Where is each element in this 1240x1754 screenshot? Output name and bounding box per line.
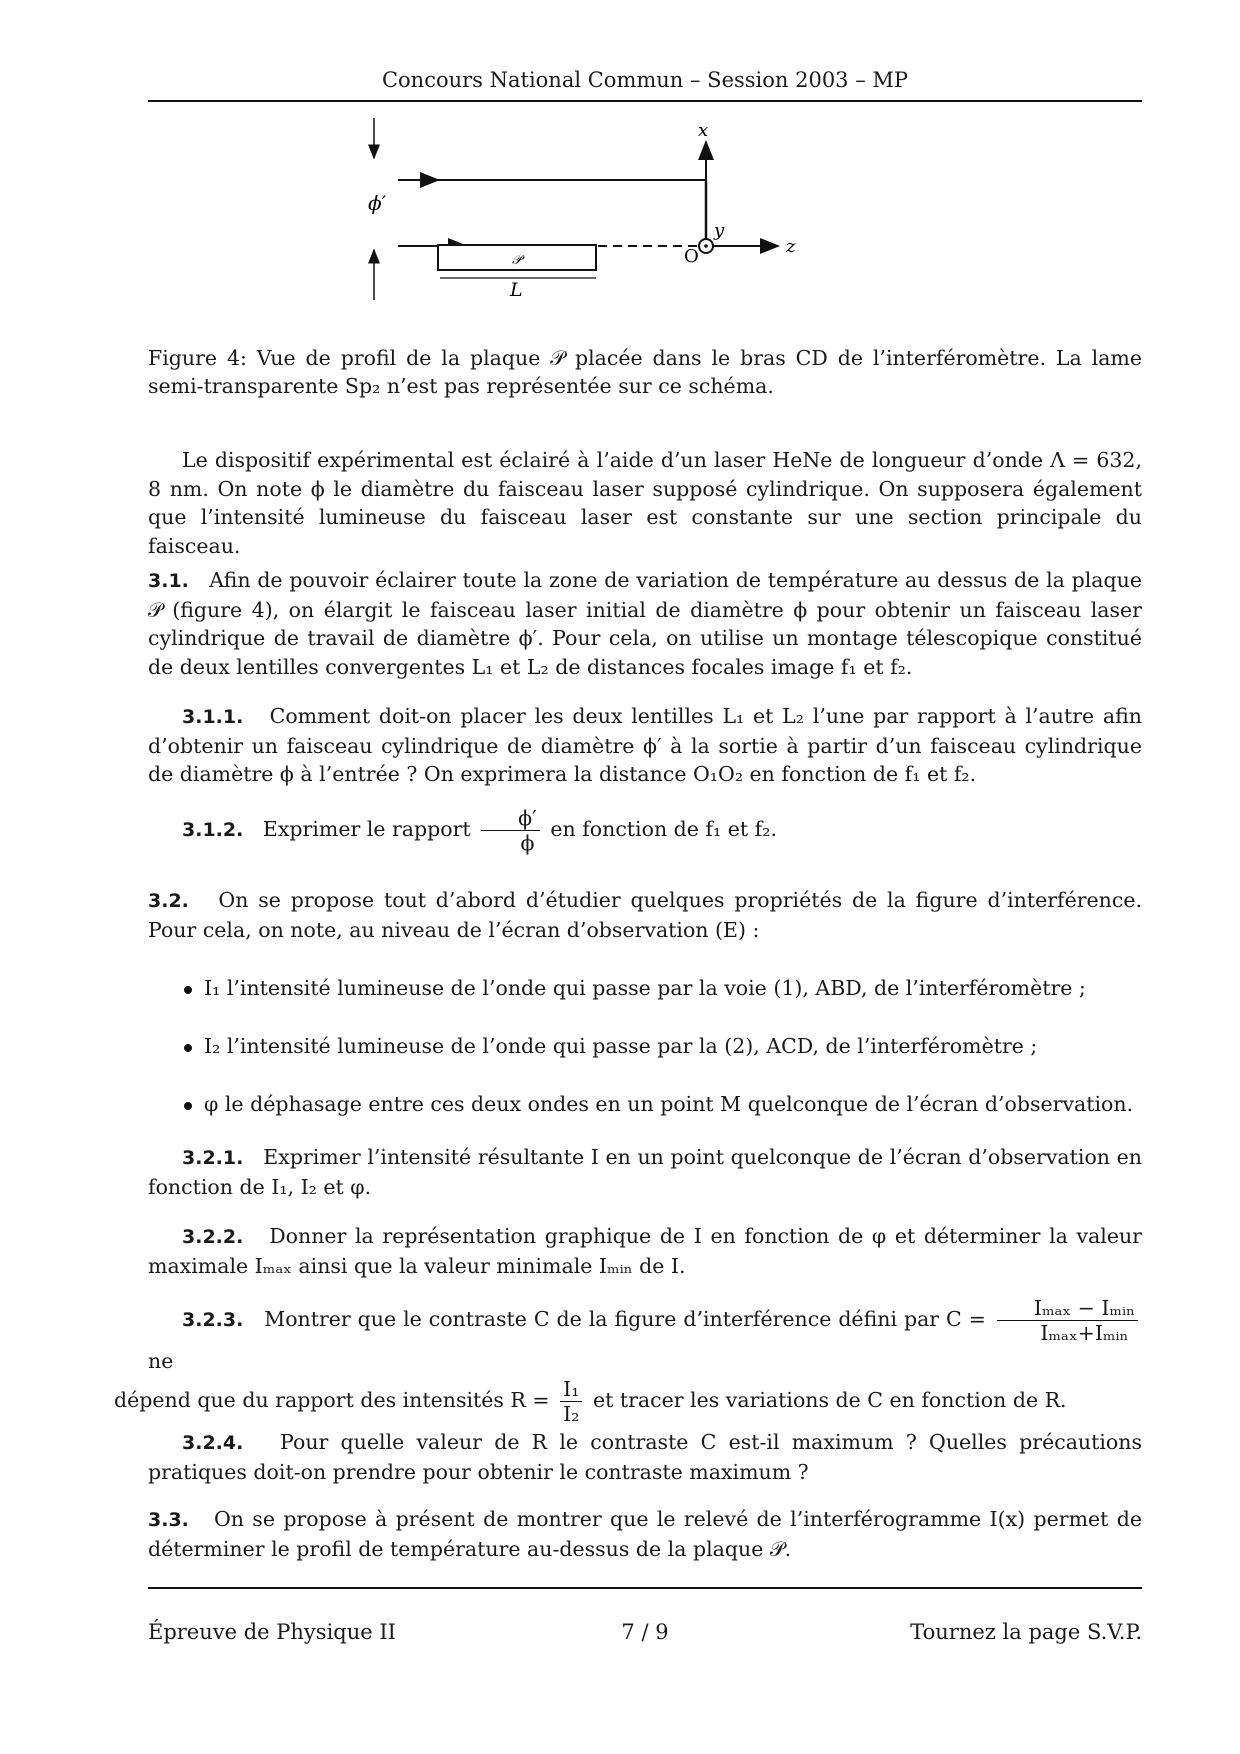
- figure-4-diagram: [368, 118, 848, 338]
- question-3-1-1: [148, 702, 1142, 789]
- bullet-icon: [184, 986, 192, 994]
- question-text: On se propose tout d’abord d’étudier quelques propriétés de la figure d’interférence. Pour cela, on note, au niveau de l’écran d’observation (E) :: [148, 888, 1142, 942]
- question-text: Montrer que le contraste C de la figure d’interférence défini par C =: [264, 1307, 986, 1331]
- question-3-3: [148, 1505, 1142, 1563]
- contrast-fraction: [997, 1296, 1138, 1345]
- footer-exam-name: Épreuve de Physique II: [148, 1620, 396, 1644]
- origin-dot: [704, 244, 708, 248]
- question-3-1: [148, 566, 1142, 681]
- question-number: 3.1.2.: [182, 819, 244, 841]
- question-3-2-3: [114, 1296, 1142, 1426]
- page-header: Concours National Commun – Session 2003 – MP: [381, 68, 909, 92]
- question-3-2: [148, 886, 1142, 944]
- question-text: Exprimer l’intensité résultante I en un point quelconque de l’écran d’observation en fonction de I₁, I₂ et φ.: [148, 1145, 1142, 1199]
- question-number: 3.2.4.: [182, 1432, 244, 1454]
- fraction-denominator: Iₘₐₓ+Iₘᵢₙ: [1040, 1321, 1129, 1345]
- fraction-numerator: Iₘₐₓ − Iₘᵢₙ: [997, 1296, 1138, 1321]
- label-z: z: [786, 236, 796, 257]
- footer-turn-page: Tournez la page S.V.P.: [910, 1620, 1142, 1644]
- question-number: 3.2.2.: [182, 1226, 244, 1248]
- question-text: Comment doit-on placer les deux lentilles L₁ et L₂ l’une par rapport à l’autre afin d’obtenir un faisceau cylindrique de diamètre ϕ′ à la sortie à partir d’un faisceau cylindrique de diamètre ϕ à l’entrée ? On exprimera la distance O₁O₂ en fonction de f₁ et f₂.: [148, 704, 1142, 786]
- question-number: 3.3.: [148, 1509, 189, 1531]
- fraction-denominator: ϕ: [520, 831, 535, 855]
- list-item: [184, 1032, 1142, 1060]
- question-number: 3.2.: [148, 890, 189, 912]
- question-text-line2: [114, 1377, 1067, 1426]
- question-3-2-2: [148, 1222, 1142, 1280]
- question-text-end: et tracer les variations de C en fonction de R.: [592, 1388, 1067, 1412]
- intro-paragraph: Le dispositif expérimental est éclairé à l’aide d’un laser HeNe de longueur d’onde Λ = 632, 8 nm. On note ϕ le diamètre du faisceau laser supposé cylindrique. On supposera également que l’intensité lumineuse du faisceau laser est constante sur une section principale du faisceau.: [148, 448, 1142, 558]
- question-number: 3.2.1.: [182, 1147, 244, 1169]
- question-3-2-4: [148, 1428, 1142, 1486]
- ratio-fraction: [481, 806, 540, 855]
- question-text-mid: ne: [148, 1349, 174, 1373]
- question-text: Pour quelle valeur de R le contraste C est-il maximum ? Quelles précautions pratiques doit-on prendre pour obtenir le contraste maximum ?: [148, 1430, 1142, 1484]
- question-text: Afin de pouvoir éclairer toute la zone de variation de température au dessus de la plaque 𝒫 (figure 4), on élargit le faisceau laser initial de diamètre ϕ pour obtenir un faisceau laser cylindrique de travail de diamètre ϕ′. Pour cela, on utilise un montage télescopique constitué de deux lentilles convergentes L₁ et L₂ de distances focales image f₁ et f₂.: [148, 568, 1142, 679]
- exam-page: [114, 0, 1142, 1754]
- question-text: Donner la représentation graphique de I en fonction de φ et déterminer la valeur maximale Iₘₐₓ ainsi que la valeur minimale Iₘᵢₙ de I.: [148, 1224, 1142, 1278]
- fraction-numerator: ϕ′: [481, 806, 540, 831]
- question-number: 3.1.1.: [182, 706, 244, 728]
- fraction-denominator: I₂: [563, 1402, 580, 1426]
- label-y: y: [714, 220, 725, 241]
- list-item-text: I₂ l’intensité lumineuse de l’onde qui passe par la (2), ACD, de l’interféromètre ;: [204, 1034, 1038, 1058]
- bullet-icon: [184, 1102, 192, 1110]
- question-number: 3.2.3.: [182, 1309, 244, 1331]
- question-text: Exprimer le rapport: [262, 817, 471, 841]
- list-item: [184, 1090, 1142, 1118]
- label-phi-prime: ϕ′: [368, 191, 387, 215]
- list-item-text: φ le déphasage entre ces deux ondes en un point M quelconque de l’écran d’observation.: [204, 1092, 1134, 1116]
- list-item: [184, 974, 1142, 1002]
- question-text: dépend que du rapport des intensités R =: [114, 1388, 550, 1412]
- question-number: 3.1.: [148, 570, 189, 592]
- bullet-icon: [184, 1044, 192, 1052]
- label-plate: 𝒫: [512, 253, 522, 268]
- header-rule: [148, 100, 1142, 102]
- figure-caption: Figure 4: Vue de profil de la plaque 𝒫 placée dans le bras CD de l’interféromètre. La lame semi-transparente Sp₂ n’est pas représentée sur ce schéma.: [148, 346, 1142, 398]
- label-origin: O: [684, 246, 699, 267]
- label-x: x: [698, 120, 709, 141]
- question-text: On se propose à présent de montrer que le relevé de l’interférogramme I(x) permet de déterminer le profil de température au-dessus de la plaque 𝒫.: [148, 1507, 1142, 1561]
- question-3-1-2: [148, 806, 1142, 855]
- question-3-2-1: [148, 1143, 1142, 1201]
- footer-rule: [148, 1587, 1142, 1589]
- footer-page-number: 7 / 9: [621, 1620, 669, 1644]
- fraction-numerator: I₁: [560, 1377, 582, 1402]
- label-length: L: [510, 279, 523, 301]
- ratio-fraction: [560, 1377, 582, 1426]
- list-item-text: I₁ l’intensité lumineuse de l’onde qui passe par la voie (1), ABD, de l’interféromètre ;: [204, 976, 1086, 1000]
- question-text-end: en fonction de f₁ et f₂.: [550, 817, 777, 841]
